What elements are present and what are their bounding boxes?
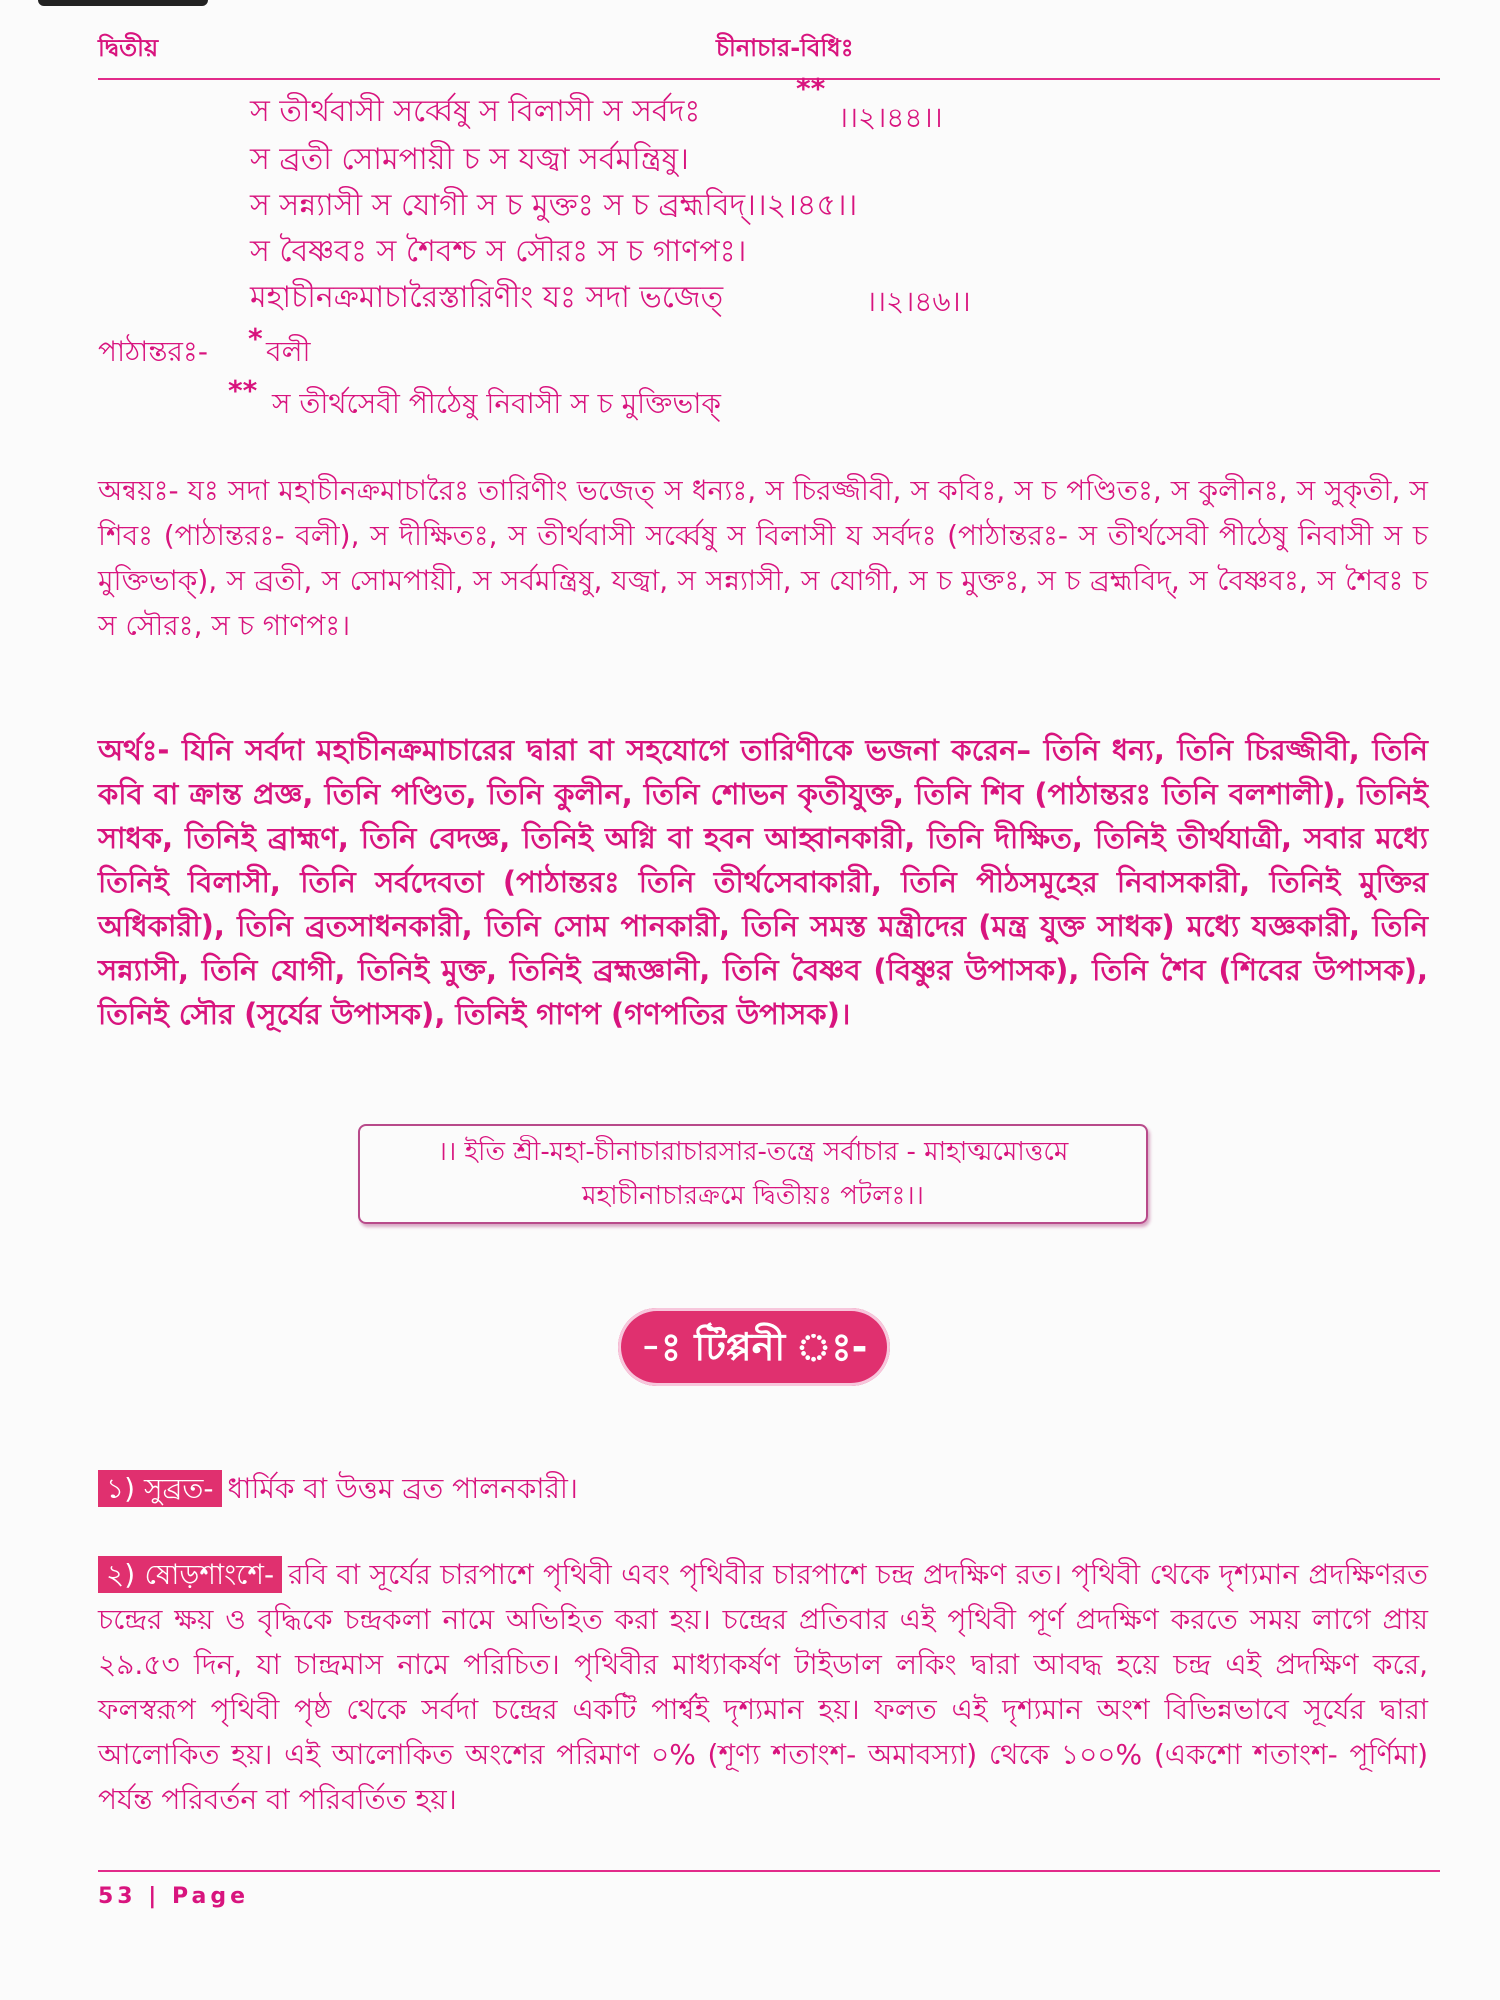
verse-line-1: স তীর্থবাসী সর্ব্বেষু স বিলাসী স সর্বদঃ: [250, 94, 701, 129]
tippani-heading: -ঃ টিপ্পনী ঃ-: [618, 1308, 890, 1386]
verse-number-44: ।।২।৪৪।।: [838, 101, 943, 134]
artha-paragraph: অর্থঃ- যিনি সর্বদা মহাচীনক্রমাচারের দ্বারা বা সহযোগে তারিণীকে ভজনা করেন– তিনি ধন্য, তিনি চিরজ্জীবী, তিনি কবি বা ক্রান্ত প্রজ্ঞ, তিনি পণ্ডিত, তিনি কুলীন, তিনি শোভন কৃতীযুক্ত, তিনি শিব (পাঠান্তরঃ তিনি বলশালী), তিনিই সাধক, তিনিই ব্রাহ্মণ, তিনি বেদজ্ঞ, তিনিই অগ্নি বা হবন আহ্বানকারী, তিনি দীক্ষিত, তিনিই তীর্থযাত্রী, সবার মধ্যে তিনিই বিলাসী, তিনি সর্বদেবতা (পাঠান্তরঃ তিনি তীর্থসেবাকারী, তিনি পীঠসমূহের নিবাসকারী, তিনিই মুক্তির অধিকারী), তিনি ব্রতসাধনকারী, তিনি সোম পানকারী, তিনি সমস্ত মন্ত্রীদের (মন্ত্র যুক্ত সাধক) মধ্যে যজ্ঞকারী, তিনি সন্ন্যাসী, তিনি যোগী, তিনিই মুক্ত, তিনিই ব্রহ্মজ্ঞানী, তিনি বৈষ্ণব (বিষ্ণুর উপাসক), তিনি শৈব (শিবের উপাসক), তিনিই সৌর (সূর্যের উপাসক), তিনিই গাণপ (গণপতির উপাসক)।: [98, 733, 1428, 1031]
header-rule: [98, 78, 1440, 80]
pathantar-mark-2: **: [228, 374, 258, 407]
note-2: [98, 1552, 1428, 1822]
pathantar-text-2: স তীর্থসেবী পীঠেষু নিবাসী স চ মুক্তিভাক্: [272, 387, 721, 420]
note-1: [98, 1466, 1428, 1511]
note-2-text: রবি বা সূর্যের চারপাশে পৃথিবী এবং পৃথিবীর চারপাশে চন্দ্র প্রদক্ষিণ রত। পৃথিবী থেকে দৃশ্যমান প্রদক্ষিণরত চন্দ্রের ক্ষয় ও বৃদ্ধিকে চন্দ্রকলা নামে অভিহিত করা হয়। চন্দ্রের প্রতিবার এই পৃথিবী পূর্ণ প্রদক্ষিণ করতে সময় লাগে প্রায় ২৯.৫৩ দিন, যা চান্দ্রমাস নামে পরিচিত। পৃথিবীর মাধ্যাকর্ষণ টাইডাল লকিং দ্বারা আবদ্ধ হয়ে চন্দ্র এই প্রদক্ষিণ করে, ফলস্বরূপ পৃথিবী পৃষ্ঠ থেকে সর্বদা চন্দ্রের একটি পার্শ্বই দৃশ্যমান হয়। ফলত এই দৃশ্যমান অংশ বিভিন্নভাবে সূর্যের দ্বারা আলোকিত হয়। এই আলোকিত অংশের পরিমাণ ০% (শূণ্য শতাংশ- অমাবস্যা) থেকে ১০০% (একশো শতাংশ- পূর্ণিমা) পর্যন্ত পরিবর্তন বা পরিবর্তিত হয়।: [98, 1558, 1428, 1816]
footer-rule: [98, 1870, 1440, 1872]
pathantar-text-1: বলী: [266, 335, 311, 368]
note-1-label: ১) সুব্রত-: [98, 1470, 222, 1507]
verse-marks: **: [796, 72, 826, 105]
verse-number-46: ।।২।৪৬।।: [866, 285, 971, 318]
colophon-line-1: ।। ইতি শ্রী-মহা-চীনাচারাচারসার-তন্ত্রে সর্বাচার - মাহাত্মমোত্তমে: [437, 1137, 1069, 1167]
verse-line-4: স বৈষ্ণবঃ স শৈবশ্চ স সৌরঃ স চ গাণপঃ।: [250, 234, 747, 269]
colophon-line-2: মহাচীনাচারক্রমে দ্বিতীয়ঃ পটলঃ।।: [582, 1181, 924, 1211]
page-header: [98, 26, 1440, 82]
header-title: চীনাচার-বিধিঃ: [716, 34, 854, 62]
verse-line-2: স ব্রতী সোমপায়ী চ স যজ্বা সর্বমন্ত্রিষু।: [250, 142, 689, 177]
verse-line-3: স সন্ন্যাসী স যোগী স চ মুক্তঃ স চ ব্রহ্মবিদ্।।২।৪৫।।: [250, 188, 858, 223]
note-2-label: ২) ষোড়শাংশে-: [98, 1556, 282, 1593]
note-1-text: ধার্মিক বা উত্তম ব্রত পালনকারী।: [227, 1472, 578, 1505]
header-chapter: দ্বিতীয়: [98, 34, 159, 62]
page-number: 53 | Page: [98, 1884, 250, 1909]
anvaya-paragraph: অন্বয়ঃ- যঃ সদা মহাচীনক্রমাচারৈঃ তারিণীং ভজেত্ স ধন্যঃ, স চিরজ্জীবী, স কবিঃ, স চ পণ্ডিতঃ, স কুলীনঃ, স সুকৃতী, স শিবঃ (পাঠান্তরঃ- বলী), স দীক্ষিতঃ, স তীর্থবাসী সর্ব্বেষু স বিলাসী য সর্বদঃ (পাঠান্তরঃ- স তীর্থসেবী পীঠেষু নিবাসী স চ মুক্তিভাক্), স ব্রতী, স সোমপায়ী, স সর্বমন্ত্রিষু, যজ্বা, স সন্ন্যাসী, স যোগী, স চ মুক্তঃ, স চ ব্রহ্মবিদ্, স বৈষ্ণবঃ, স শৈবঃ চ স সৌরঃ, স চ গাণপঃ।: [98, 474, 1428, 642]
scan-edge-mark: [38, 0, 208, 6]
pathantar-label: পাঠান্তরঃ-: [98, 335, 208, 368]
colophon-box: [358, 1124, 1148, 1224]
verse-line-5: মহাচীনক্রমাচারৈস্তারিণীং যঃ সদা ভজেত্: [250, 280, 724, 315]
pathantar-mark-1: *: [248, 322, 263, 355]
